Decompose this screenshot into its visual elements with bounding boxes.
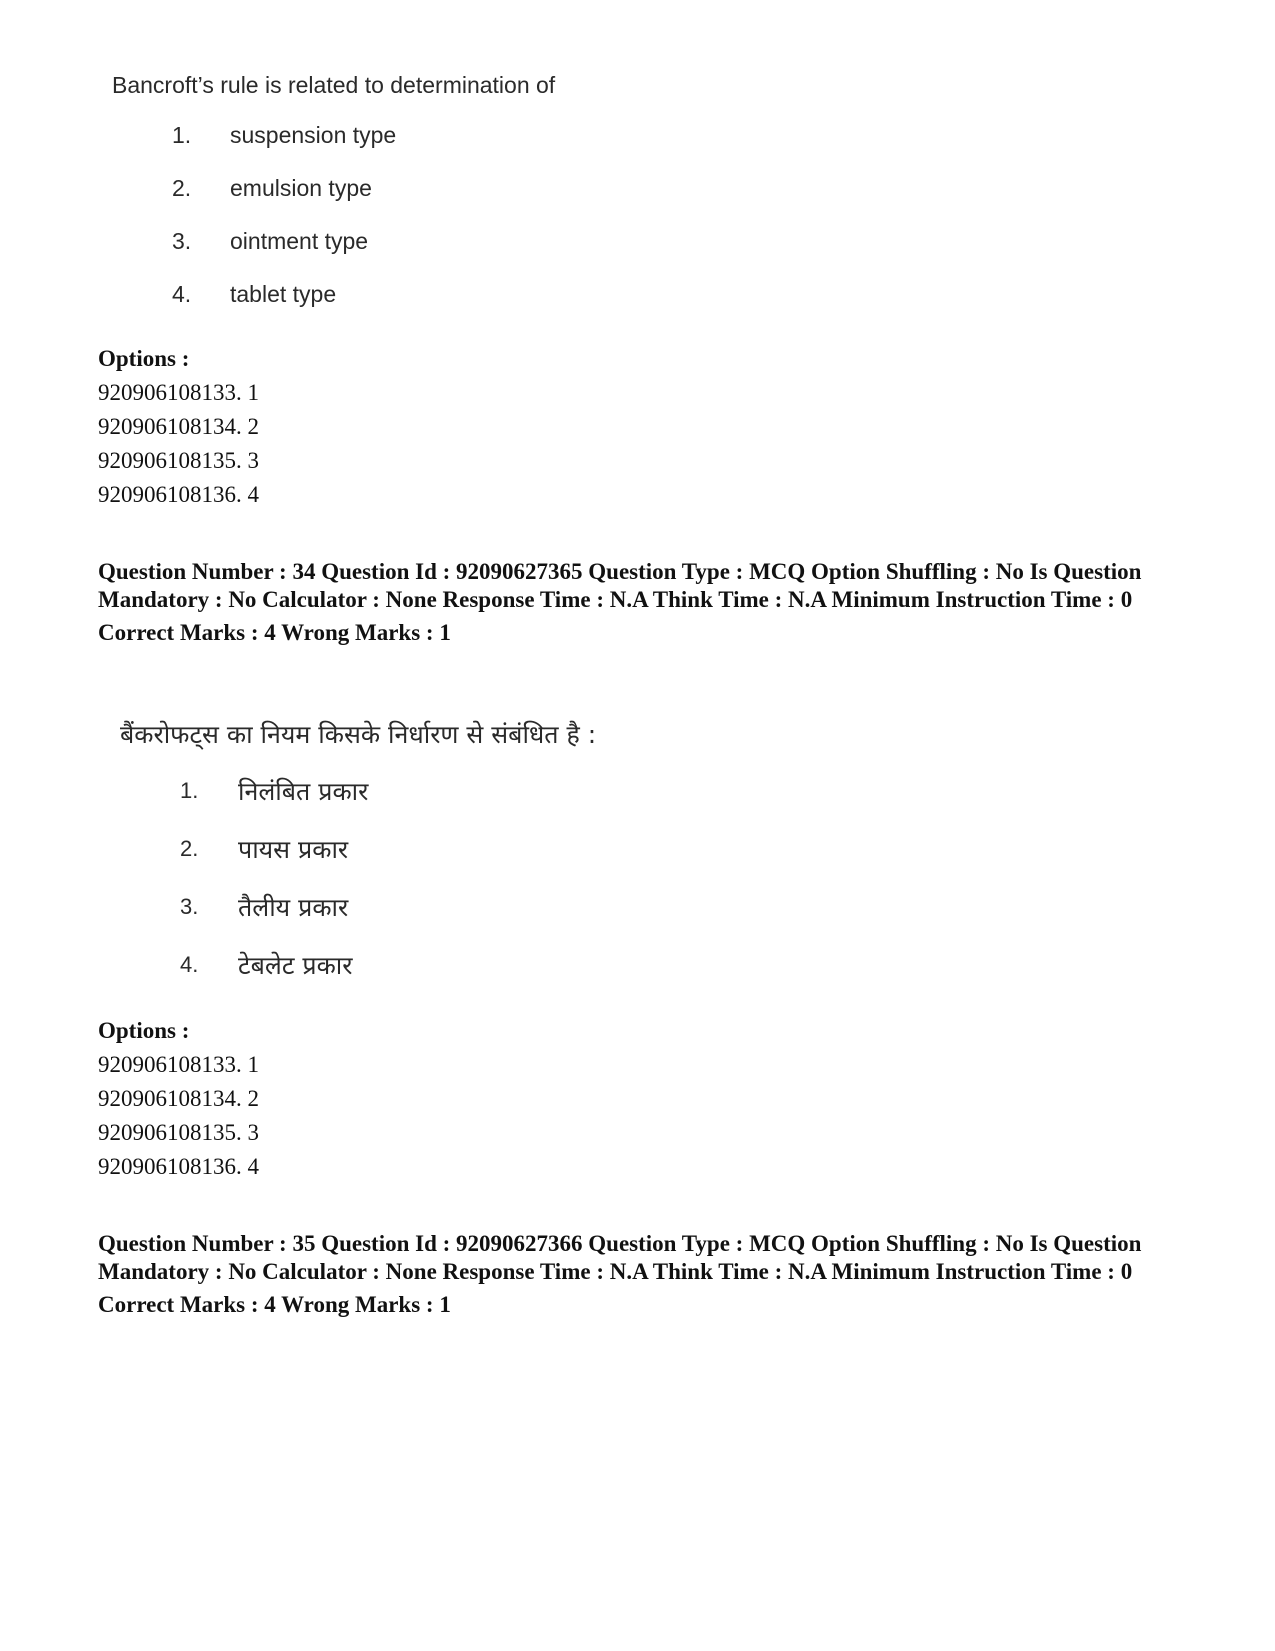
option-item: 920906108133. 1 [98, 380, 259, 405]
option-item: 920906108133. 1 [98, 1052, 259, 1077]
options-block-34 [98, 1014, 259, 1184]
choice-number: 2. [180, 836, 199, 861]
choice-text: टेबलेट प्रकार [238, 951, 353, 980]
choice-item [120, 890, 596, 948]
question-stem: बैंकरोफट्स का नियम किसके निर्धारण से संबंधित है : [120, 720, 597, 749]
question-33-english [112, 70, 555, 334]
options-label: Options : [98, 346, 190, 371]
options-block-33 [98, 342, 259, 512]
choice-item [112, 122, 555, 175]
choice-item [120, 832, 596, 890]
choice-item [120, 774, 596, 832]
choice-number: 4. [180, 952, 199, 977]
option-item: 920906108136. 4 [98, 1154, 259, 1179]
choice-number: 2. [172, 175, 192, 201]
option-item: 920906108136. 4 [98, 482, 259, 507]
choice-item [112, 175, 555, 228]
question-stem: Bancroft’s rule is related to determination of [112, 72, 556, 98]
question-34-meta [98, 558, 1158, 650]
choice-text: ointment type [230, 228, 369, 254]
choice-number: 4. [172, 281, 192, 307]
choice-text: तैलीय प्रकार [238, 893, 349, 922]
choice-text: निलंबित प्रकार [238, 777, 369, 806]
choice-item [120, 948, 596, 1006]
choice-number: 1. [172, 122, 192, 148]
choice-item [112, 281, 555, 334]
choice-text: tablet type [230, 281, 337, 307]
options-label: Options : [98, 1018, 190, 1043]
choice-item [112, 228, 555, 281]
option-item: 920906108134. 2 [98, 414, 259, 439]
question-info: Question Number : 34 Question Id : 92090627365 Question Type : MCQ Option Shuffling : No Is Question Mandatory : No Calculator : None Response Time : N.A Think Time : N.A Minimum Instruction Time : 0 [98, 559, 1142, 612]
choice-number: 3. [180, 894, 199, 919]
question-marks: Correct Marks : 4 Wrong Marks : 1 [98, 1292, 451, 1317]
choice-text: suspension type [230, 122, 397, 148]
choice-number: 3. [172, 228, 192, 254]
question-34-hindi [120, 718, 596, 1006]
option-item: 920906108135. 3 [98, 448, 259, 473]
choice-list [120, 774, 596, 1006]
question-info: Question Number : 35 Question Id : 92090627366 Question Type : MCQ Option Shuffling : No Is Question Mandatory : No Calculator : None Response Time : N.A Think Time : N.A Minimum Instruction Time : 0 [98, 1231, 1142, 1284]
choice-text: पायस प्रकार [238, 835, 349, 864]
question-marks: Correct Marks : 4 Wrong Marks : 1 [98, 620, 451, 645]
question-35-meta [98, 1230, 1158, 1322]
choice-text: emulsion type [230, 175, 372, 201]
option-item: 920906108135. 3 [98, 1120, 259, 1145]
choice-number: 1. [180, 778, 199, 803]
choice-list [112, 122, 555, 334]
option-item: 920906108134. 2 [98, 1086, 259, 1111]
